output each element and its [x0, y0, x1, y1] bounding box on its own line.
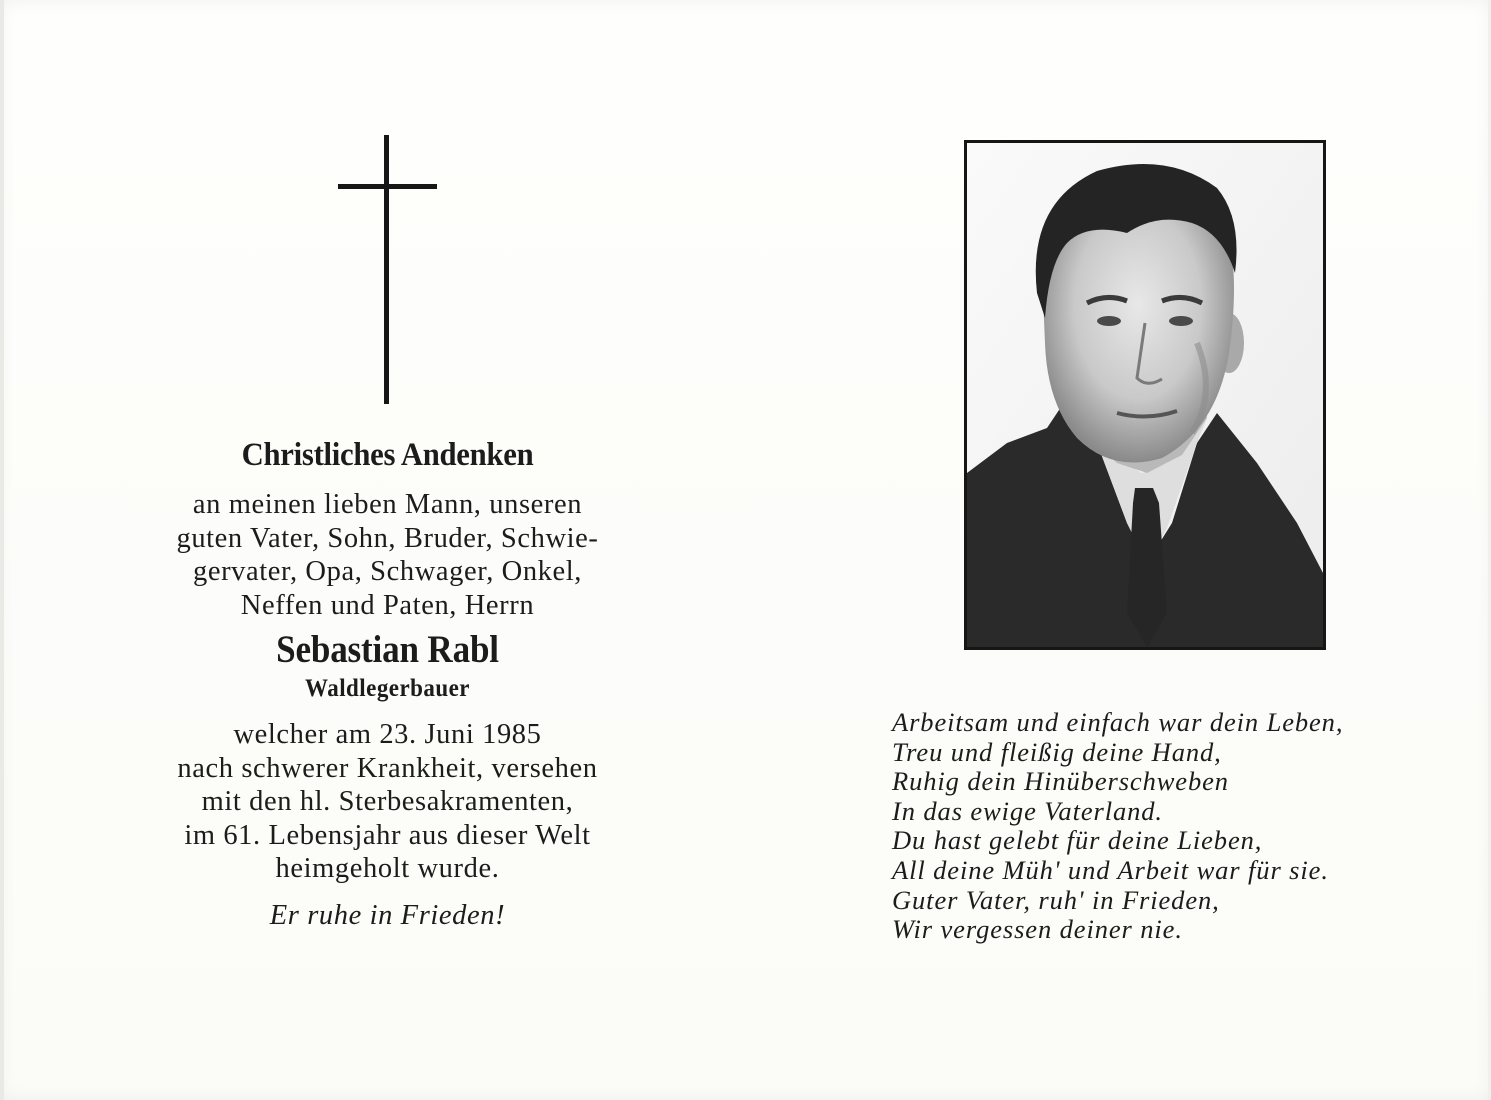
- poem-line: In das ewige Vaterland.: [892, 795, 1163, 826]
- portrait-illustration: [967, 143, 1323, 647]
- dedication-line: guten Vater, Sohn, Bruder, Schwie-: [176, 522, 599, 554]
- poem-line: Guter Vater, ruh' in Frieden,: [892, 884, 1220, 915]
- poem-line: All deine Müh' und Arbeit war für sie.: [892, 854, 1329, 885]
- dedication: [120, 488, 655, 622]
- farm-name: Waldlegerbauer: [305, 675, 470, 702]
- memorial-text: [120, 428, 655, 932]
- closing-blessing: Er ruhe in Frieden!: [269, 899, 506, 931]
- death-notice: [120, 718, 655, 886]
- death-line: heimgeholt wurde.: [275, 853, 500, 884]
- dedication-line: Neffen und Paten, Herrn: [240, 589, 535, 621]
- poem-line: Ruhig dein Hinüberschweben: [892, 766, 1229, 797]
- death-line: im 61. Lebensjahr aus dieser Welt: [184, 819, 591, 851]
- portrait-photo: [964, 140, 1326, 650]
- deceased-name: Sebastian Rabl: [276, 628, 499, 671]
- poem-line: Arbeitsam und einfach war dein Leben,: [892, 707, 1344, 737]
- death-line: mit den hl. Sterbesakramenten,: [201, 786, 574, 817]
- death-line: welcher am 23. Juni 1985: [233, 719, 542, 750]
- cross-icon: [338, 135, 437, 404]
- dedication-line: an meinen lieben Mann, unseren: [192, 489, 583, 520]
- memorial-poem: [892, 708, 1412, 945]
- poem-line: Treu und fleißig deine Hand,: [892, 736, 1222, 767]
- poem-line: Du hast gelebt für deine Lieben,: [892, 825, 1263, 856]
- card-heading: Christliches Andenken: [241, 437, 534, 473]
- dedication-line: gervater, Opa, Schwager, Onkel,: [192, 556, 583, 587]
- cross-horizontal-bar: [338, 184, 437, 189]
- poem-line: Wir vergessen deiner nie.: [892, 914, 1183, 945]
- cross-vertical-bar: [384, 135, 389, 404]
- death-line: nach schwerer Krankheit, versehen: [177, 752, 598, 784]
- card-left-edge: [0, 0, 4, 1100]
